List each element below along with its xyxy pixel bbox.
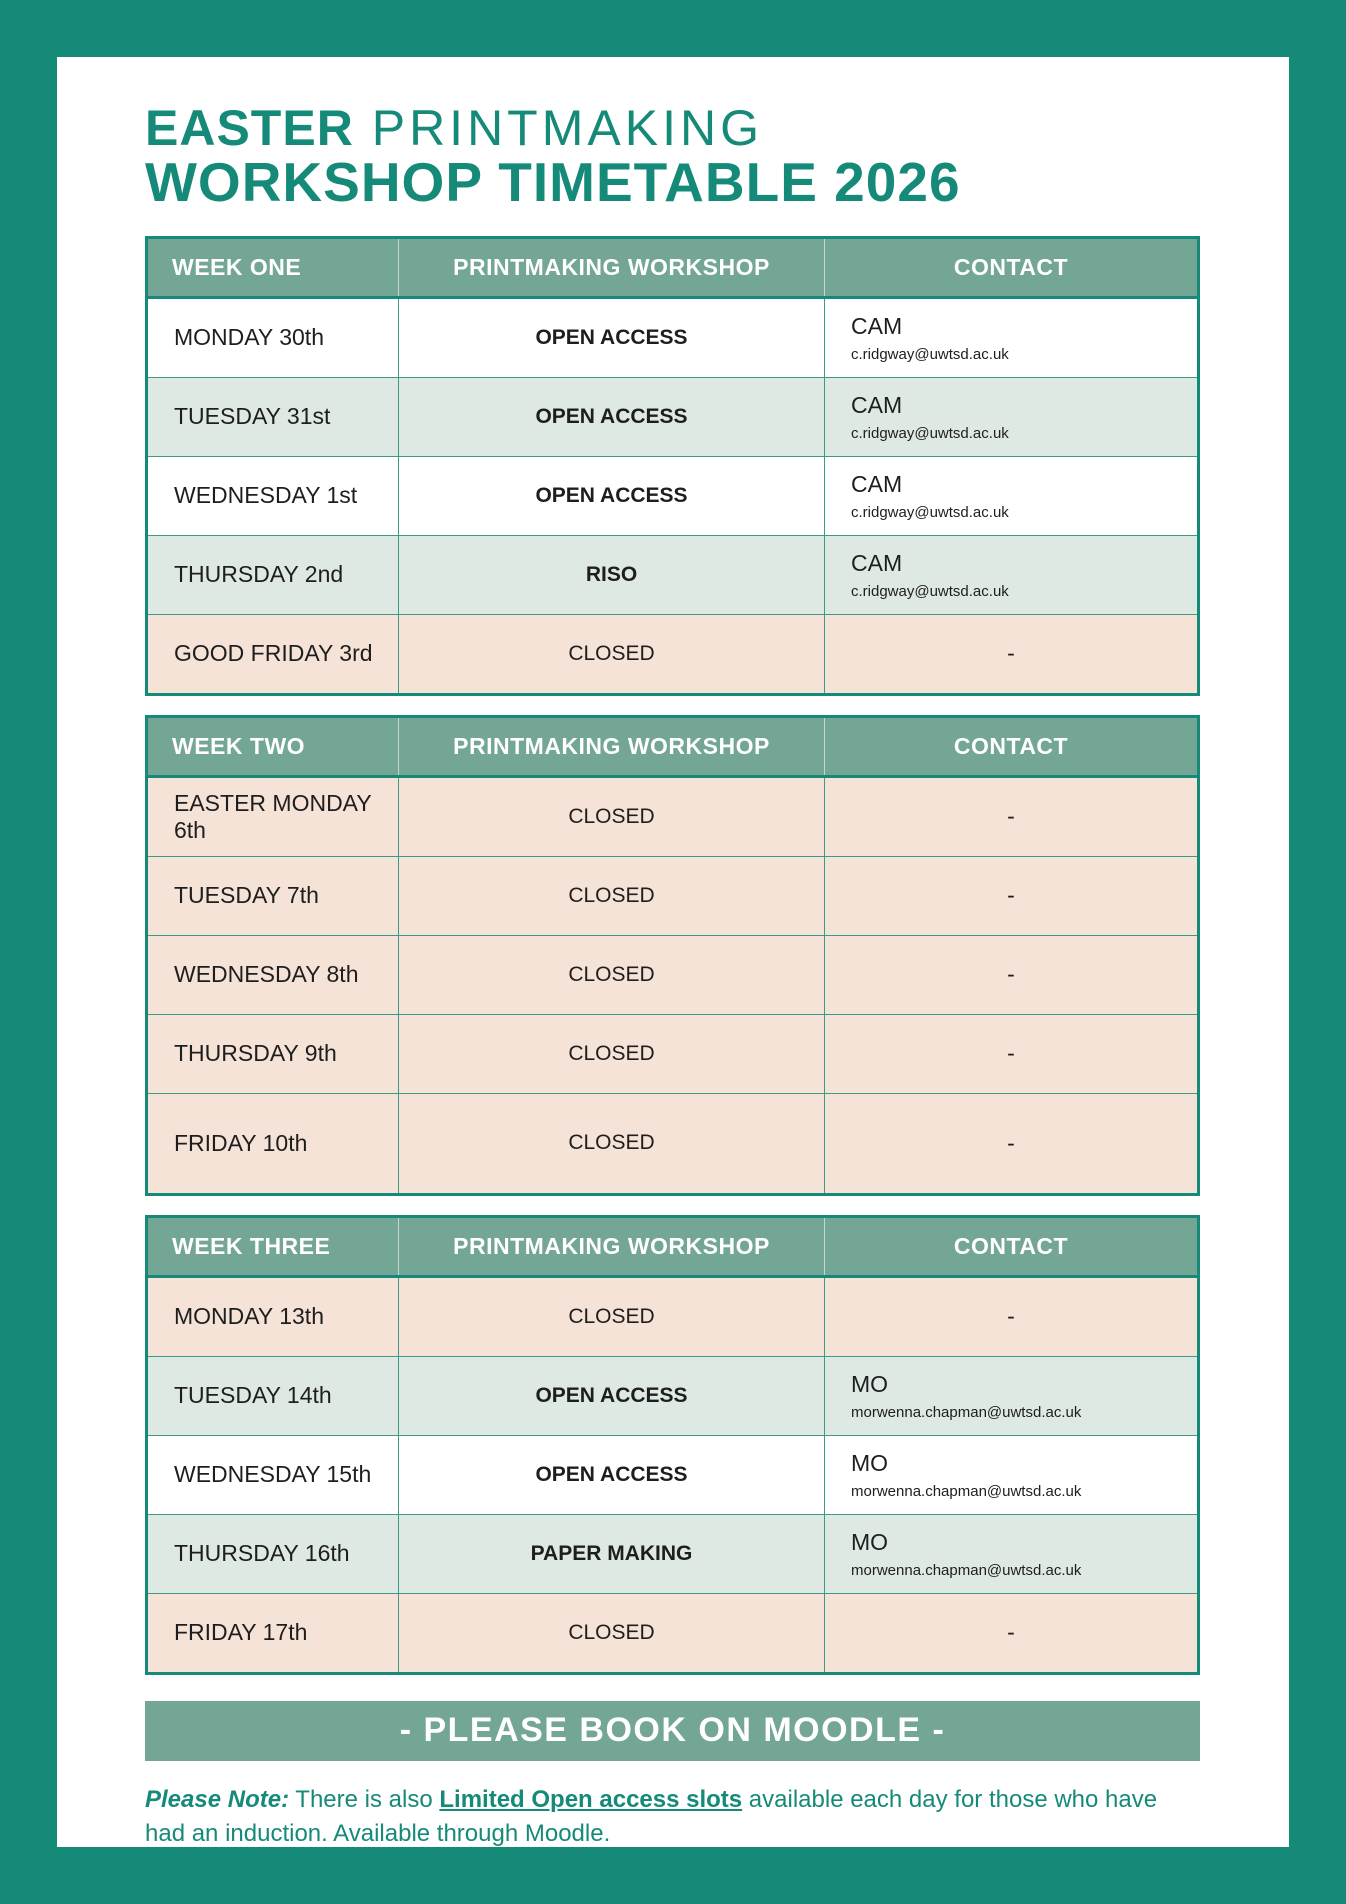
contact-cell	[824, 1436, 1197, 1514]
day-cell: MONDAY 13th	[174, 1303, 324, 1330]
title-printmaking-text: PRINTMAKING	[371, 100, 763, 156]
contact-name: CAM	[851, 549, 903, 576]
note-prefix: Please Note:	[145, 1785, 290, 1813]
contact-cell	[824, 299, 1197, 377]
column-header-workshop: PRINTMAKING WORKSHOP	[398, 1218, 824, 1275]
contact-name: MO	[851, 1528, 889, 1555]
workshop-cell: OPEN ACCESS	[398, 1436, 824, 1514]
column-header-week: WEEK TWO	[172, 732, 306, 759]
title-easter: EASTER	[145, 100, 354, 156]
day-cell: THURSDAY 2nd	[174, 561, 344, 588]
contact-email: c.ridgway@uwtsd.ac.uk	[851, 424, 1009, 442]
contact-cell: -	[824, 1594, 1197, 1672]
table-header-row	[148, 718, 1197, 778]
day-cell: WEDNESDAY 1st	[174, 482, 358, 509]
workshop-cell: OPEN ACCESS	[398, 1357, 824, 1435]
table-row	[148, 535, 1197, 614]
contact-cell: -	[824, 936, 1197, 1014]
contact-name: MO	[851, 1370, 889, 1397]
column-header-contact: CONTACT	[824, 239, 1197, 296]
footer-note	[145, 1783, 1200, 1851]
contact-email: c.ridgway@uwtsd.ac.uk	[851, 503, 1009, 521]
contact-cell: -	[824, 1094, 1197, 1193]
timetable-week-three	[145, 1215, 1200, 1675]
workshop-cell: OPEN ACCESS	[398, 457, 824, 535]
poster-page	[57, 57, 1289, 1847]
page-title	[145, 100, 1201, 213]
contact-name: CAM	[851, 470, 903, 497]
title-line-2: WORKSHOP TIMETABLE 2026	[145, 151, 961, 213]
timetable-week-two	[145, 715, 1200, 1196]
column-header-week: WEEK ONE	[172, 253, 302, 280]
contact-cell	[824, 1515, 1197, 1593]
contact-cell: -	[824, 615, 1197, 693]
workshop-cell: CLOSED	[398, 615, 824, 693]
contact-email: morwenna.chapman@uwtsd.ac.uk	[851, 1482, 1082, 1500]
contact-name: CAM	[851, 312, 903, 339]
table-row	[148, 1278, 1197, 1356]
book-on-moodle-banner: - PLEASE BOOK ON MOODLE -	[145, 1701, 1200, 1761]
table-row	[148, 1014, 1197, 1093]
table-row	[148, 377, 1197, 456]
contact-cell	[824, 1357, 1197, 1435]
timetable-week-one	[145, 236, 1200, 696]
workshop-cell: CLOSED	[398, 936, 824, 1014]
day-cell: MONDAY 30th	[174, 324, 324, 351]
table-row	[148, 1593, 1197, 1672]
table-row	[148, 778, 1197, 856]
day-cell: TUESDAY 7th	[174, 882, 319, 909]
table-row	[148, 935, 1197, 1014]
table-row	[148, 1514, 1197, 1593]
column-header-contact: CONTACT	[824, 1218, 1197, 1275]
title-printmaking	[354, 100, 372, 156]
day-cell: FRIDAY 17th	[174, 1619, 308, 1646]
title-line-1	[145, 100, 1201, 156]
day-cell: EASTER MONDAY 6th	[174, 789, 372, 843]
contact-email: morwenna.chapman@uwtsd.ac.uk	[851, 1561, 1082, 1579]
contact-name: CAM	[851, 391, 903, 418]
workshop-cell: CLOSED	[398, 1594, 824, 1672]
workshop-cell: RISO	[398, 536, 824, 614]
workshop-cell: CLOSED	[398, 778, 824, 856]
day-cell: TUESDAY 14th	[174, 1382, 332, 1409]
day-cell: GOOD FRIDAY 3rd	[174, 640, 373, 667]
day-cell: FRIDAY 10th	[174, 1129, 308, 1156]
table-row	[148, 614, 1197, 693]
column-header-contact: CONTACT	[824, 718, 1197, 775]
table-header-row	[148, 1218, 1197, 1278]
table-row	[148, 1435, 1197, 1514]
day-cell: THURSDAY 9th	[174, 1040, 337, 1067]
contact-cell	[824, 536, 1197, 614]
table-row	[148, 1356, 1197, 1435]
note-link-text: Limited Open access slots	[439, 1785, 743, 1813]
contact-cell: -	[824, 778, 1197, 856]
day-cell: TUESDAY 31st	[174, 403, 331, 430]
note-pre-link: There is also	[289, 1785, 440, 1813]
day-cell: WEDNESDAY 15th	[174, 1461, 372, 1488]
table-row	[148, 456, 1197, 535]
table-row	[148, 299, 1197, 377]
contact-cell: -	[824, 1278, 1197, 1356]
workshop-cell: CLOSED	[398, 1094, 824, 1193]
contact-cell: -	[824, 857, 1197, 935]
workshop-cell: PAPER MAKING	[398, 1515, 824, 1593]
column-header-week: WEEK THREE	[172, 1232, 331, 1259]
day-cell: WEDNESDAY 8th	[174, 961, 359, 988]
workshop-cell: CLOSED	[398, 1278, 824, 1356]
table-row	[148, 856, 1197, 935]
contact-cell	[824, 378, 1197, 456]
workshop-cell: OPEN ACCESS	[398, 299, 824, 377]
contact-email: c.ridgway@uwtsd.ac.uk	[851, 582, 1009, 600]
contact-email: c.ridgway@uwtsd.ac.uk	[851, 345, 1009, 363]
table-row	[148, 1093, 1197, 1193]
day-cell: THURSDAY 16th	[174, 1540, 350, 1567]
column-header-workshop: PRINTMAKING WORKSHOP	[398, 239, 824, 296]
table-header-row	[148, 239, 1197, 299]
workshop-cell: CLOSED	[398, 857, 824, 935]
workshop-cell: OPEN ACCESS	[398, 378, 824, 456]
note-post-link: available each day for those who have had an induction. Available through Moodle.	[145, 1785, 1158, 1847]
column-header-workshop: PRINTMAKING WORKSHOP	[398, 718, 824, 775]
contact-email: morwenna.chapman@uwtsd.ac.uk	[851, 1403, 1082, 1421]
contact-name: MO	[851, 1449, 889, 1476]
workshop-cell: CLOSED	[398, 1015, 824, 1093]
contact-cell	[824, 457, 1197, 535]
contact-cell: -	[824, 1015, 1197, 1093]
